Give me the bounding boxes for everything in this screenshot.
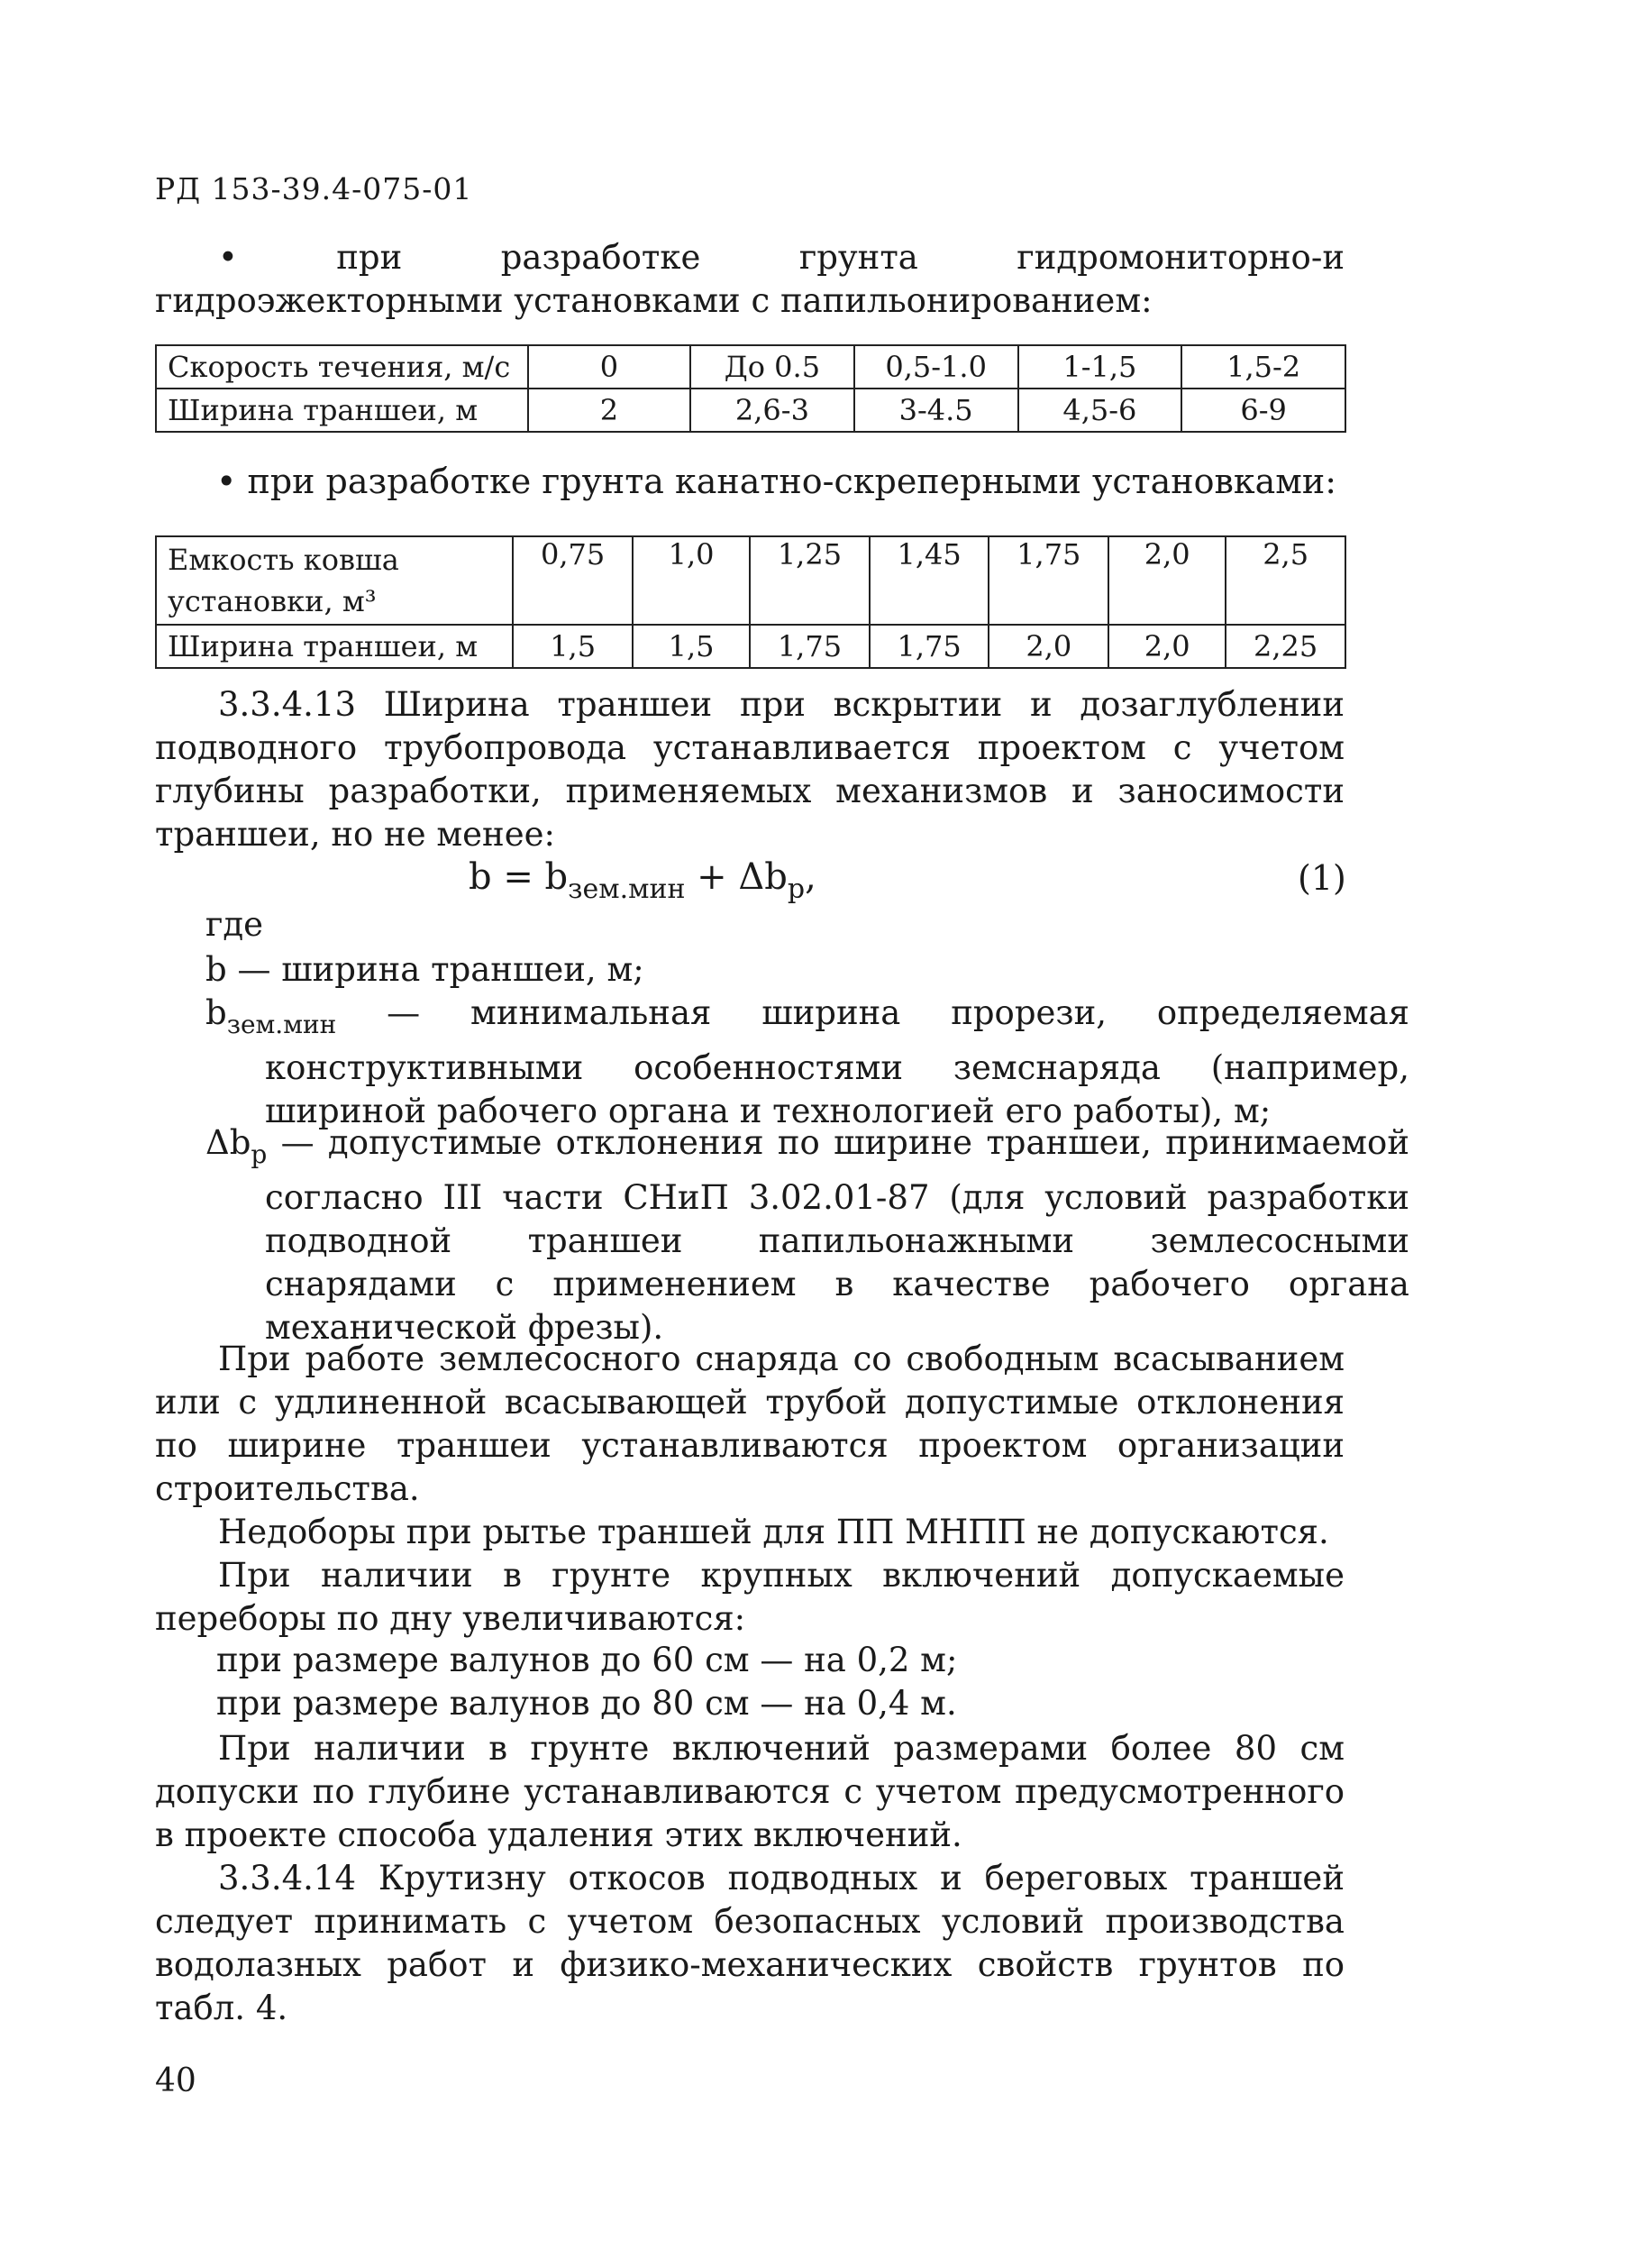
paragraph-inclusions: При наличии в грунте крупных включений допускаемые переборы по дну увеличиваются: <box>155 1556 1345 1638</box>
equation-number: (1) <box>1298 858 1346 898</box>
table-cell: 2,0 <box>989 625 1108 668</box>
table-cell: 2,0 <box>1108 625 1226 668</box>
paragraph-dredger-work: При работе землесосного снаряда со свободным всасыванием или с удлиненной всасывающей трубой допустимые отклонения по ширине траншеи устанавливаются проектом организации строительства. <box>155 1340 1345 1508</box>
intro-cable-scraper: • при разработке грунта канатно-скреперными установками: <box>216 462 1336 501</box>
table-cell: 1,75 <box>989 536 1108 625</box>
table-cable-scraper <box>155 535 1346 669</box>
table-cell: 3-4.5 <box>854 389 1018 432</box>
page-number: 40 <box>155 2062 196 2099</box>
paragraph-3-3-4-13: 3.3.4.13 Ширина траншеи при вскрытии и дозаглублении подводного трубопровода устанавливается проектом с учетом глубины разработки, применяемых механизмов и заносимости траншеи, но не менее: <box>155 685 1345 854</box>
table-cell: 1,0 <box>633 536 750 625</box>
formula <box>469 856 816 905</box>
table-cell: 2,25 <box>1226 625 1345 668</box>
table-cell: 1,75 <box>750 625 870 668</box>
paragraph-3-3-4-14: 3.3.4.14 Крутизну откосов подводных и береговых траншей следует принимать с учетом безопасных условий производства водолазных работ и физико-механических свойств грунтов по табл. 4. <box>155 1859 1345 2027</box>
table-cell: 1,5 <box>513 625 633 668</box>
term-subscript: р <box>251 1139 268 1169</box>
line-boulders-60: при размере валунов до 60 см — на 0,2 м; <box>216 1641 958 1679</box>
definition-term <box>205 1123 268 1169</box>
definition-delta-b <box>205 1121 1409 1349</box>
definition-text: — ширина траншеи, м; <box>226 950 644 989</box>
table-hydromonitor <box>155 344 1346 433</box>
table-row <box>156 625 1345 668</box>
paragraph-nedobor: Недоборы при рытье траншей для ПП МНПП не допускаются. <box>218 1513 1329 1551</box>
table-cell: До 0.5 <box>690 345 854 389</box>
table-cell: 1,75 <box>870 625 989 668</box>
where-label: где <box>205 905 264 944</box>
table-cell: 1,45 <box>870 536 989 625</box>
document-header: РД 153-39.4-075-01 <box>155 171 473 206</box>
definition-term <box>205 993 337 1039</box>
table-cell: 0,75 <box>513 536 633 625</box>
table-cell: 6-9 <box>1181 389 1345 432</box>
table-label-line: Емкость ковша <box>168 543 399 577</box>
table-cell: 0 <box>528 345 690 389</box>
table-row <box>156 389 1345 432</box>
table-cell: 1,5-2 <box>1181 345 1345 389</box>
definition-b <box>205 948 1350 992</box>
term-symbol: b <box>205 993 227 1032</box>
intro-hydromonitor: • при разработке грунта гидромониторно-и гидроэжекторными установками с папильонированием: <box>155 238 1345 320</box>
table-cell: 1,25 <box>750 536 870 625</box>
term-symbol: Δb <box>205 1123 251 1162</box>
definition-text: — минимальная ширина прорези, определяемая конструктивными особенностями земснаряда (например, шириной рабочего органа и технологией его работы), м; <box>265 993 1409 1130</box>
table-cell: Ширина траншеи, м <box>156 389 528 432</box>
formula-part: + Δb <box>685 856 788 898</box>
term-subscript: зем.мин <box>226 1010 337 1039</box>
formula-subscript: зем.мин <box>568 873 686 905</box>
table-cell: 2,6-3 <box>690 389 854 432</box>
definition-term: b <box>205 950 227 989</box>
table-cell: 0,5-1.0 <box>854 345 1018 389</box>
table-cell: Ширина траншеи, м <box>156 625 513 668</box>
formula-subscript: р <box>787 873 806 905</box>
definition-text: — допустимые отклонения по ширине траншеи, принимаемой согласно III части СНиП 3.02.01-87 (для условий разработки подводной траншеи папильонажными землесосными снарядами с применением в качестве рабочего органа механической фрезы). <box>265 1123 1409 1347</box>
table-cell: 2,5 <box>1226 536 1345 625</box>
table-cell: Скорость течения, м/с <box>156 345 528 389</box>
paragraph-more-80: При наличии в грунте включений размерами более 80 см допуски по глубине устанавливаются с учетом предусмотренного в проекте способа удаления этих включений. <box>155 1729 1345 1854</box>
table-row <box>156 345 1345 389</box>
table-cell: 4,5-6 <box>1018 389 1182 432</box>
table-label-line: установки, м³ <box>168 584 377 618</box>
formula-part: b = b <box>469 856 569 898</box>
formula-part: , <box>805 856 816 898</box>
table-cell: 1-1,5 <box>1018 345 1182 389</box>
table-cell: 1,5 <box>633 625 750 668</box>
definition-b-zem-min <box>205 992 1409 1133</box>
line-boulders-80: при размере валунов до 80 см — на 0,4 м. <box>216 1684 957 1723</box>
table-cell: 2,0 <box>1108 536 1226 625</box>
table-cell <box>156 536 513 625</box>
table-cell: 2 <box>528 389 690 432</box>
table-row <box>156 536 1345 625</box>
